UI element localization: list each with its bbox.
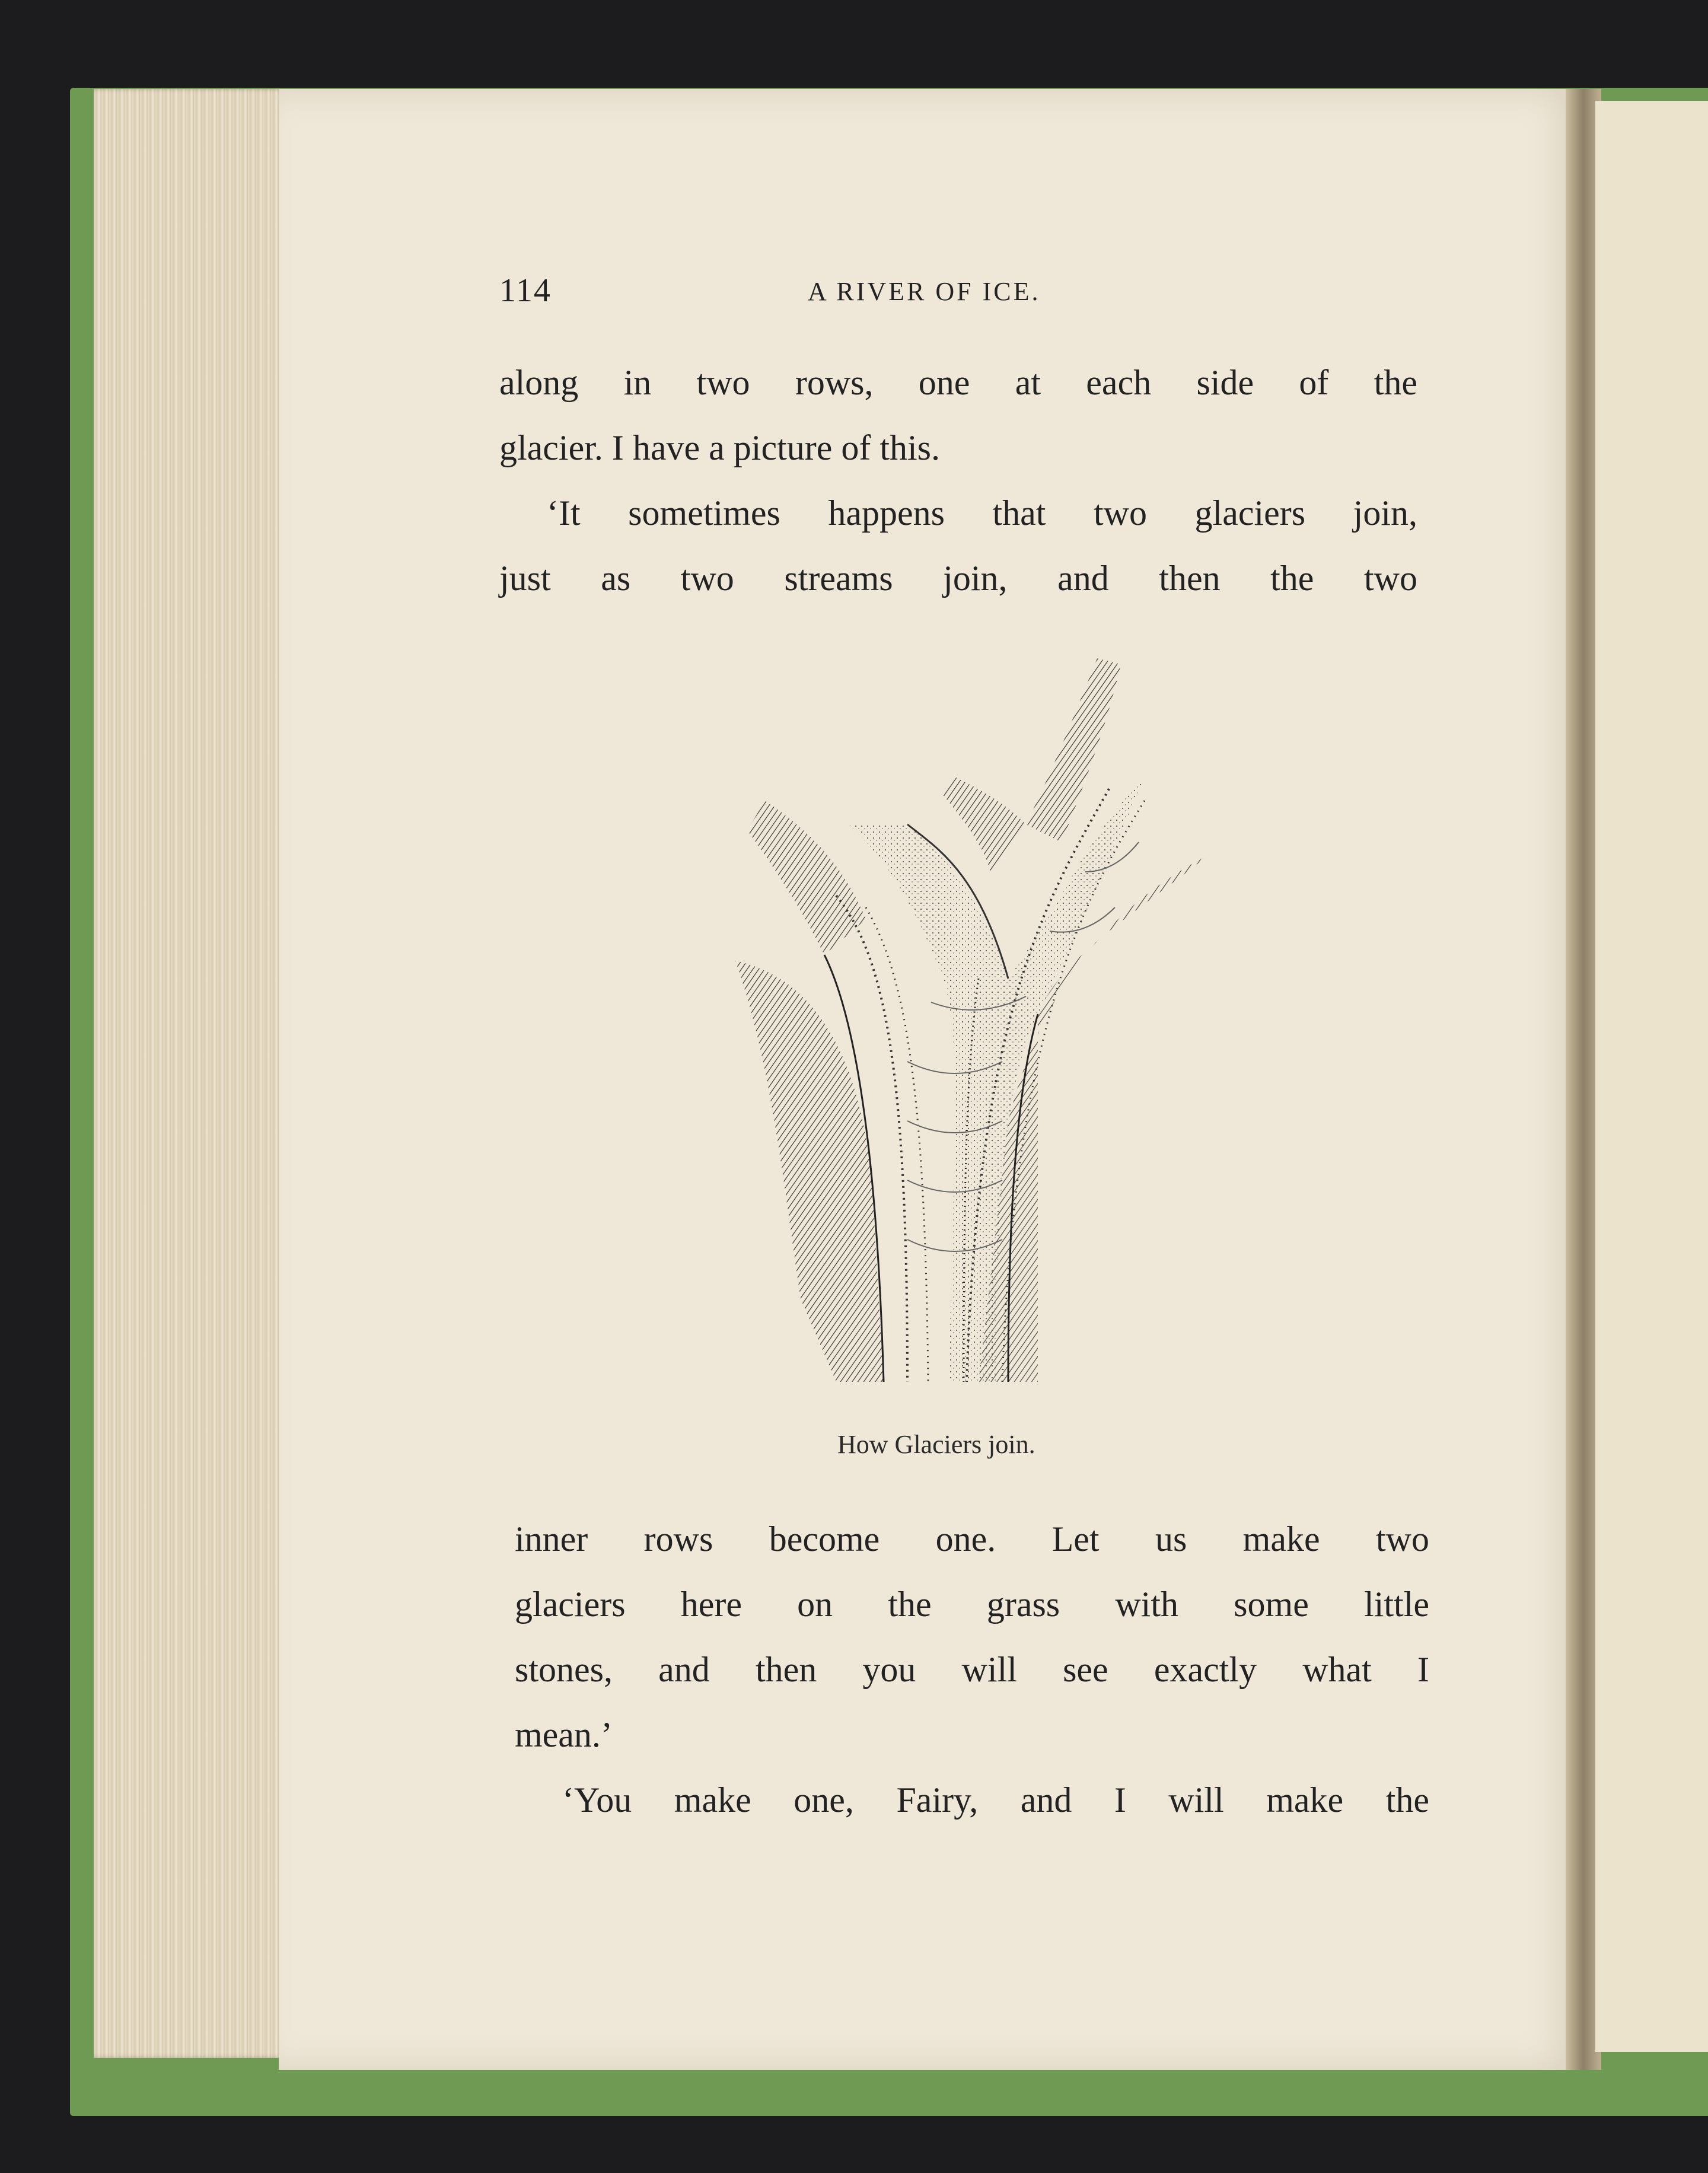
facing-page-edge [1595, 101, 1708, 2052]
glacier-engraving-icon [729, 646, 1216, 1406]
text-line: glaciers here on the grass with some little [515, 1585, 1429, 1624]
page-number: 114 [499, 272, 552, 309]
text-line: stones, and then you will see exactly what I [515, 1650, 1429, 1689]
text-line: inner rows become one. Let us make two [515, 1519, 1429, 1559]
page-edges [94, 89, 289, 2058]
page-header [499, 267, 1425, 320]
figure-caption: How Glaciers join. [837, 1430, 1035, 1459]
text-line: mean.’ [515, 1715, 613, 1754]
text-line: just as two streams join, and then the two [499, 559, 1417, 598]
text-line: ‘It sometimes happens that two glaciers join, [547, 493, 1417, 533]
text-line: ‘You make one, Fairy, and I will make the [562, 1780, 1429, 1820]
running-head: A RIVER OF ICE. [808, 277, 1041, 306]
text-line: glacier. I have a picture of this. [499, 428, 941, 467]
text-line: along in two rows, one at each side of the [499, 363, 1417, 402]
